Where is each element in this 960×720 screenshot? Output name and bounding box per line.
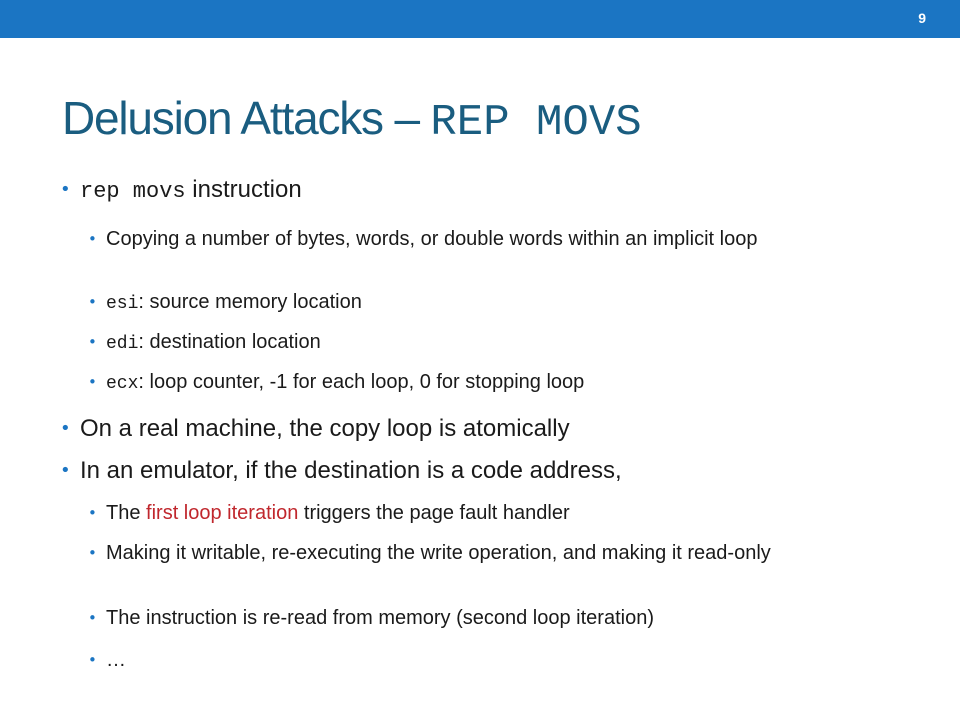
bullet-dot-icon: • xyxy=(88,333,97,351)
bullet-rep-movs xyxy=(60,175,920,207)
sub-bullet-text: The instruction is re-read from memory (second loop iteration) xyxy=(106,607,654,629)
bullet-real-machine xyxy=(60,414,920,444)
sub-bullet-code: edi xyxy=(106,334,139,354)
bullet-dot-icon: • xyxy=(88,230,97,248)
bullet-dot-icon: • xyxy=(88,651,97,669)
title-code: REP MOVS xyxy=(430,98,642,148)
bullet-code: rep movs xyxy=(80,179,186,204)
sub-bullet-first-iteration xyxy=(88,501,866,526)
sub-bullet-text: : source memory location xyxy=(138,291,362,313)
sub-bullet-esi xyxy=(88,290,866,317)
slide-title xyxy=(62,90,642,151)
highlight-text: first loop iteration xyxy=(146,502,299,524)
sub-bullet-text-before: The xyxy=(106,502,147,524)
sub-bullet-copying xyxy=(88,227,866,252)
bullet-text: instruction xyxy=(185,176,302,203)
sub-bullet-re-read xyxy=(88,606,866,631)
sub-bullet-text: … xyxy=(106,649,126,671)
bullet-dot-icon: • xyxy=(88,293,97,311)
sub-bullet-text: : destination location xyxy=(138,331,321,353)
sub-bullet-edi xyxy=(88,330,866,357)
top-bar xyxy=(0,0,960,38)
bullet-dot-icon: • xyxy=(60,179,71,200)
sub-bullet-ecx xyxy=(88,370,866,397)
bullet-dot-icon: • xyxy=(88,609,97,627)
bullet-dot-icon: • xyxy=(88,504,97,522)
bullet-dot-icon: • xyxy=(60,460,71,481)
bullet-emulator xyxy=(60,456,920,486)
sub-bullet-code: esi xyxy=(106,294,139,314)
bullet-dot-icon: • xyxy=(60,418,71,439)
sub-bullet-text-after: triggers the page fault handler xyxy=(298,502,570,524)
sub-bullet-ellipsis xyxy=(88,648,866,673)
bullet-dot-icon: • xyxy=(88,544,97,562)
sub-bullet-text: Making it writable, re-executing the write operation, and making it read-only xyxy=(106,542,771,564)
sub-bullet-making-writable xyxy=(88,541,866,566)
title-text: Delusion Attacks – xyxy=(62,92,431,144)
sub-bullet-text: : loop counter, -1 for each loop, 0 for stopping loop xyxy=(138,371,585,393)
bullet-text: In an emulator, if the destination is a code address, xyxy=(80,457,622,484)
bullet-dot-icon: • xyxy=(88,373,97,391)
bullet-text: On a real machine, the copy loop is atomically xyxy=(80,415,570,442)
slide-number: 9 xyxy=(918,10,926,26)
sub-bullet-text: Copying a number of bytes, words, or double words within an implicit loop xyxy=(106,228,758,250)
sub-bullet-code: ecx xyxy=(106,374,139,394)
